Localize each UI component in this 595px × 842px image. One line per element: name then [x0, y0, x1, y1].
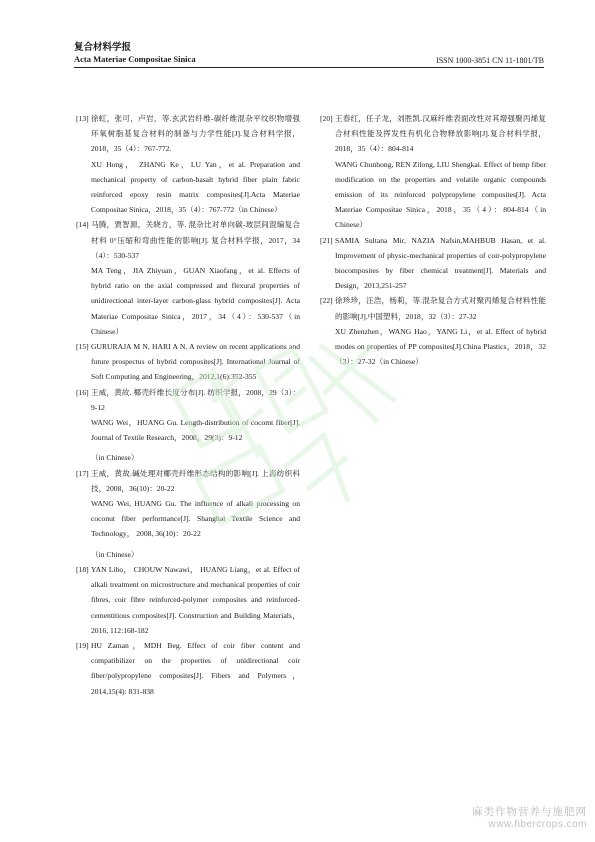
- reference-20: [320, 111, 546, 233]
- reference-text-en: SAMIA Sultana Mir, NAZIA Nafsin,MAHBUB Hasan, et al. Improvement of physic-mechanical properties of coir-polypropylene biocomposites by fiber chemical treatment[J]. Materials and Design，2013,251-257: [335, 235, 546, 291]
- reference-number: [21]: [320, 235, 333, 245]
- reference-text-en: GURURAJA M N, HARI A N. A review on recent applications and future prospectus of hybrid composites[J]. International Journal of Soft Computing and Engineering，2012,1(6):352-355: [91, 342, 300, 382]
- reference-language-note: （in Chinese）: [91, 549, 139, 559]
- reference-13: [76, 111, 300, 217]
- reference-21: [320, 233, 546, 294]
- reference-number: [15]: [76, 342, 89, 352]
- journal-title-cn: 复合材料学报: [74, 42, 132, 53]
- reference-text-cn: 王威，黄故.碱处理对椰壳纤维形态结构的影响[J]. 上海纺织科技，2008，36(10)：20-22: [91, 468, 300, 493]
- reference-text-en: WANG Wei, HUANG Gu. The influence of alkali processing on coconut fiber performance[J]. Shanghai Textile Science and Technology， 2008, 36(10)：20-22: [91, 499, 300, 539]
- site-watermark: [472, 804, 587, 830]
- reference-text-en: XU Zhenzhen，WANG Hao，YANG Li，et al. Effect of hybrid modes on properties of PP composites[J].China Plastics，2018，32（3）：27-32（in Chinese）: [335, 326, 546, 367]
- references-right-column: [320, 111, 546, 369]
- reference-22: [320, 293, 546, 369]
- reference-number: [14]: [76, 220, 89, 230]
- reference-number: [17]: [76, 468, 89, 478]
- reference-text-en: XU Hong， ZHANG Ke，LU Yan，et al. Preparation and mechanical property of carbon-basalt hybrid fiber plain fabric reinforced epoxy resin matrix composites[J].Acta Materiae Compositae Sinica，2018，35（4）：767-772（in Chinese）: [91, 159, 300, 215]
- reference-text-cn: 王威，黄故. 椰壳纤维长度分布[J]. 纺织学报，2008，29（3）：9-12: [91, 387, 300, 412]
- reference-text-en: YAN Libo， CHOUW Nawawi， HUANG Liang，et al. Effect of alkali treatment on microstructure and mechanical properties of coir fibres, coir fibre reinforced-polymer composites and reinforced-cementitious composites[J]. Construction and Building Materials，2016, 112:168-182: [91, 564, 300, 635]
- reference-19: [76, 638, 300, 699]
- reference-text-en: WANG Wei，HUANG Gu. Length-distribution of cocomt fiber[J]. Journal of Textile Research，2008，29(3)：9-12: [91, 418, 300, 443]
- site-name: 麻类作物营养与施肥网: [472, 806, 587, 818]
- reference-text-en: MA Teng，JIA Zhiyuan，GUAN Xiaofang，et al. Effects of hybrid ratio on the axial compressed and flexural properties of unidirectional inter-layer carbon-glass hybrid composites[J]. Acta Materiae Compositae Sinica，2017，34（4）：530-537（in Chinese）: [91, 266, 300, 336]
- reference-text-cn: 马腾，贾智源，关晓方，等. 混杂比对单向碳-玻层间混编复合材料 0°压缩和弯曲性能的影响[J]. 复合材料学报，2017，34（4）：530-537: [91, 220, 300, 260]
- reference-14: [76, 217, 300, 339]
- reference-15: [76, 339, 300, 385]
- reference-16: [76, 385, 300, 466]
- reference-number: [19]: [76, 640, 89, 650]
- reference-number: [20]: [320, 114, 333, 123]
- site-url: www.fibercrops.com: [488, 819, 587, 830]
- reference-number: [22]: [320, 296, 333, 306]
- reference-17: [76, 466, 300, 562]
- reference-text-en: HU Zaman，MDH Beg. Effect of coir fiber content and compatibilizer on the properties of unidirectional coir fiber/polypropylene composites[J]. Fibers and Polymers，2014,15(4): 831-838: [91, 640, 300, 696]
- issn-cn-number: ISSN 1000-3851 CN 11-1801/TB: [436, 56, 544, 65]
- reference-18: [76, 562, 300, 638]
- journal-header: [74, 41, 544, 65]
- header-divider: [74, 67, 544, 68]
- references-left-column: [76, 111, 300, 699]
- reference-number: [13]: [76, 114, 89, 123]
- journal-title-en: Acta Materiae Compositae Sinica: [74, 54, 196, 64]
- reference-text-cn: 徐珍珍，汪浩，杨莉，等.混杂复合方式对聚丙烯复合材料性能的影响[J].中国塑料，2018，32（3）：27-32: [335, 296, 546, 321]
- reference-number: [18]: [76, 564, 89, 574]
- reference-number: [16]: [76, 387, 89, 397]
- reference-text-en: WANG Chunhong, REN Zilong, LIU Shengkai. Effect of hemp fiber modification on the properties and volatile organic compounds emission of its reinforced polypropylene composites[J]. Acta Materiae Compositae Sinica，2018，35（4）：804-814（in Chinese）: [335, 159, 546, 230]
- reference-text-cn: 王春红，任子龙，刘胜凯.汉麻纤维表面改性对其增强聚丙烯复合材料性能及挥发性有机化合物释放影响[J].复合材料学报，2018，35（4）：804-814: [335, 114, 546, 154]
- reference-text-cn: 徐虹，张可，卢岩，等.玄武岩纤维-碳纤维混杂平纹织物增强环氧树脂基复合材料的制备与力学性能[J].复合材料学报，2018，35（4）：767-772.: [91, 114, 300, 154]
- reference-language-note: （in Chinese）: [91, 453, 139, 463]
